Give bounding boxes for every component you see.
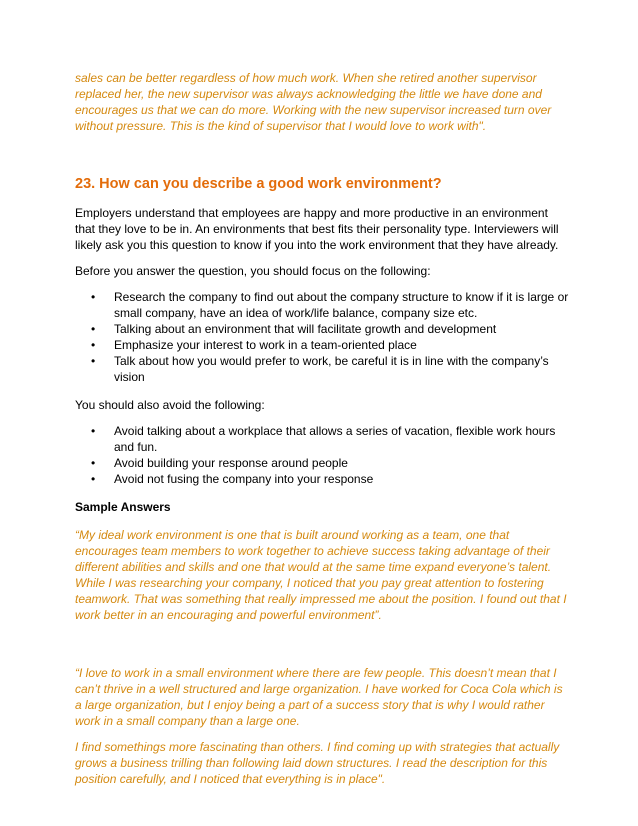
avoid-lead: You should also avoid the following: bbox=[75, 398, 265, 412]
samples-title: Sample Answers bbox=[75, 500, 171, 514]
bullet-icon: • bbox=[91, 424, 96, 438]
bullet-icon: • bbox=[91, 338, 96, 352]
list-item: • Research the company to find out about the company structure to know if it is large or small company, have an idea of work/life balance, company size etc. bbox=[91, 290, 569, 320]
sample-answer-2: “I love to work in a small environment where there are few people. This doesn’t mean that I can’t thrive in a well structured and large organization. I have worked for Coca Cola which is a large organization, but I enjoy being a part of a success story that is why I would rather work in a small company than a large one. bbox=[75, 666, 563, 728]
focus-lead: Before you answer the question, you should focus on the following: bbox=[75, 264, 431, 278]
document-page bbox=[75, 70, 570, 787]
list-item: • Avoid talking about a workplace that allows a series of vacation, flexible work hours and fun. bbox=[91, 424, 556, 454]
question-heading: 23. How can you describe a good work environment? bbox=[75, 176, 442, 192]
question-intro: Employers understand that employees are happy and more productive in an environment that they love to be in. An environments that best fits their personality type. Interviewers will likely ask you this question to know if you into the work environment that they have already. bbox=[75, 206, 559, 252]
bullet-icon: • bbox=[91, 354, 96, 368]
sample-answer-1: “My ideal work environment is one that is built around working as a team, one that encourages team members to work together to achieve success taking advantage of their different abilities and skills and one that would at the same time expand everyone’s talent. While I was researching your company, I noticed that you pay great attention to fostering teamwork. That was something that really impressed me about the position. I found out that I work better in an encouraging and powerful environment”. bbox=[75, 528, 567, 622]
bullet-icon: • bbox=[91, 456, 96, 470]
list-item: • Avoid building your response around people bbox=[91, 456, 348, 470]
list-item: • Talking about an environment that will facilitate growth and development bbox=[91, 322, 497, 336]
focus-list bbox=[75, 289, 570, 385]
intro-quote: sales can be better regardless of how much work. When she retired another supervisor replaced her, the new supervisor was always acknowledging the little we have done and encourages us that we can do more. Working with the new supervisor increased turn over without pressure. This is the kind of supervisor that I would love to work with". bbox=[75, 71, 552, 133]
bullet-icon: • bbox=[91, 472, 96, 486]
sample-answer-2-continued: I find somethings more fascinating than others. I find coming up with strategies that actually grows a business trilling than following laid down structures. I read the description for this position carefully, and I noticed that everything is in place". bbox=[75, 740, 560, 786]
avoid-list bbox=[75, 423, 570, 487]
list-item: • Avoid not fusing the company into your response bbox=[91, 472, 374, 486]
list-item: • Emphasize your interest to work in a team-oriented place bbox=[91, 338, 417, 352]
bullet-icon: • bbox=[91, 290, 96, 304]
list-item: • Talk about how you would prefer to work, be careful it is in line with the company’s vision bbox=[91, 354, 549, 384]
bullet-icon: • bbox=[91, 322, 96, 336]
